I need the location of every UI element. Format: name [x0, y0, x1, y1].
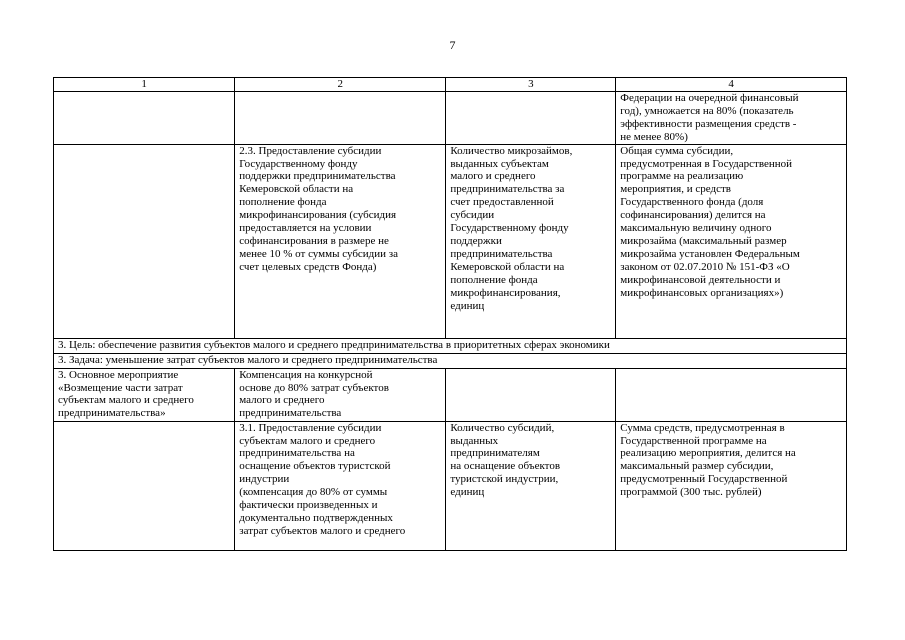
page-number: 7	[449, 38, 456, 52]
table-cell: 3. Основное мероприятие «Возмещение части затрат субъектам малого и среднего предпринимательства»	[54, 368, 235, 421]
table-cell: Количество субсидий, выданных предпринимателям на оснащение объектов туристской индустрии, единиц	[446, 421, 616, 550]
table-row	[54, 144, 847, 338]
table-row	[54, 421, 847, 550]
table-cell	[54, 421, 235, 550]
table-cell	[54, 144, 235, 338]
table-header-row	[54, 78, 847, 92]
table-cell	[446, 92, 616, 145]
table-cell	[616, 368, 847, 421]
table-cell: Общая сумма субсидии, предусмотренная в Государственной программе на реализацию мероприятия, и средств Государственного фонда (доля софинансирования) делится на максимальную величину одного микрозайма (максимальный размер микрозайма установлен Федеральным законом от 02.07.2010 № 151-ФЗ «О микрофинансовой деятельности и микрофинансовых организациях»)	[616, 144, 847, 338]
table-cell: Компенсация на конкурсной основе до 80% затрат субъектов малого и среднего предпринимательства	[235, 368, 446, 421]
goal-row	[54, 338, 847, 353]
column-header: 1	[54, 78, 235, 92]
task-text: 3. Задача: уменьшение затрат субъектов малого и среднего предпринимательства	[54, 353, 847, 368]
table-cell: 3.1. Предоставление субсидии субъектам малого и среднего предпринимательства на оснащение объектов туристской индустрии (компенсация до 80% от суммы фактически произведенных и документально подтвержденных затрат субъектов малого и среднего	[235, 421, 446, 550]
column-header: 2	[235, 78, 446, 92]
table-cell	[235, 92, 446, 145]
column-header: 3	[446, 78, 616, 92]
task-row	[54, 353, 847, 368]
table-cell	[446, 368, 616, 421]
table-cell	[54, 92, 235, 145]
indicators-table	[53, 77, 847, 551]
table-cell: Сумма средств, предусмотренная в Государственной программе на реализацию мероприятия, делится на максимальный размер субсидии, предусмотренный Государственной программой (300 тыс. рублей)	[616, 421, 847, 550]
goal-text: 3. Цель: обеспечение развития субъектов малого и среднего предпринимательства в приоритетных сферах экономики	[54, 338, 847, 353]
table-cell: Федерации на очередной финансовый год), умножается на 80% (показатель эффективности размещения средств - не менее 80%)	[616, 92, 847, 145]
table-cell: Количество микрозаймов, выданных субъектам малого и среднего предпринимательства за счет предоставленной субсидии Государственному фонду поддержки предпринимательства Кемеровской области на пополнение фонда микрофинансирования, единиц	[446, 144, 616, 338]
column-header: 4	[616, 78, 847, 92]
table-row	[54, 92, 847, 145]
table-cell: 2.3. Предоставление субсидии Государственному фонду поддержки предпринимательства Кемеровской области на пополнение фонда микрофинансирования (субсидия предоставляется на условии софинансирования в размере не менее 10 % от суммы субсидии за счет целевых средств Фонда)	[235, 144, 446, 338]
table-row	[54, 368, 847, 421]
